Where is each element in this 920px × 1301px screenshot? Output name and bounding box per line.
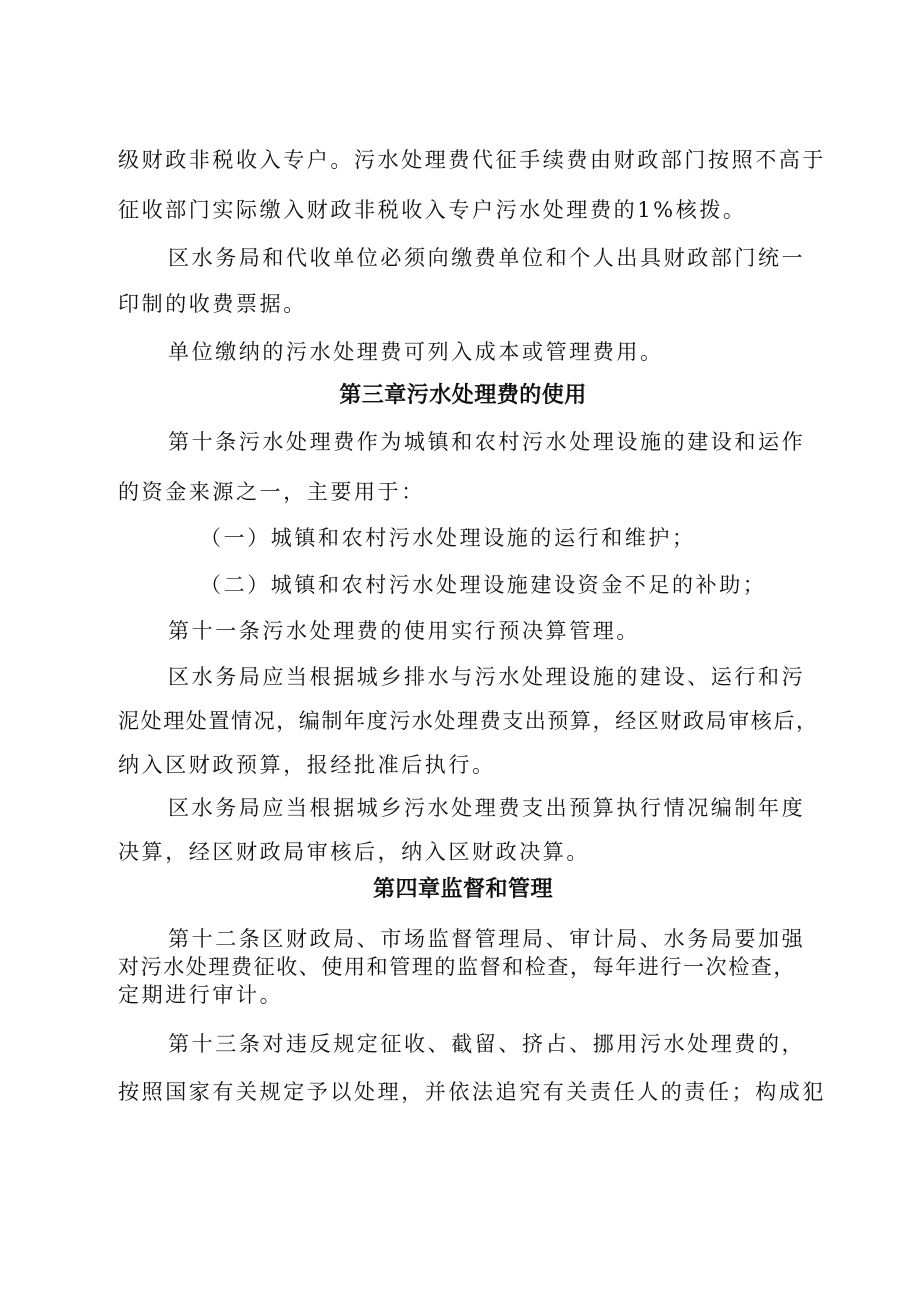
text-line: 按照国家有关规定予以处理，并依法追究有关责任人的责任；构成犯 (118, 1080, 826, 1104)
chapter-heading: 第三章污水处理费的使用 (339, 383, 587, 408)
text-line: 纳入区财政预算，报经批准后执行。 (118, 753, 496, 777)
text-line: 征收部门实际缴入财政非税收入专户污水处理费的1%核拨。 (118, 198, 747, 222)
paragraph-start: 单位缴纳的污水处理费可列入成本或管理费用。 (168, 340, 664, 364)
text-line: 级财政非税收入专户。污水处理费代征手续费由财政部门按照不高于 (118, 148, 826, 172)
article-start: 第十二条区财政局、市场监督管理局、审计局、水务局要加强 (168, 927, 806, 951)
text-line: 对污水处理费征收、使用和管理的监督和检查，每年进行一次检查， (118, 955, 796, 979)
text-line: 印制的收费票据。 (118, 292, 307, 316)
paragraph-start: 区水务局应当根据城乡污水处理费支出预算执行情况编制年度 (168, 796, 806, 820)
article-start: 第十三条对违反规定征收、截留、挤占、挪用污水处理费的， (168, 1032, 806, 1056)
text-line: 泥处理处置情况，编制年度污水处理费支出预算，经区财政局审核后， (118, 709, 819, 733)
list-item: （二）城镇和农村污水处理设施建设资金不足的补助； (200, 573, 767, 597)
list-item: （一）城镇和农村污水处理设施的运行和维护； (200, 526, 696, 550)
paragraph-start: 区水务局和代收单位必须向缴费单位和个人出具财政部门统一 (168, 246, 806, 270)
paragraph-start: 区水务局应当根据城乡排水与污水处理设施的建设、运行和污 (168, 665, 806, 689)
text-line: 的资金来源之一，主要用于： (118, 480, 425, 504)
text-line: 定期进行审计。 (118, 983, 284, 1007)
text-line: 决算，经区财政局审核后，纳入区财政决算。 (118, 840, 590, 864)
article-start: 第十条污水处理费作为城镇和农村污水处理设施的建设和运作 (168, 430, 806, 454)
article-start: 第十一条污水处理费的使用实行预决算管理。 (168, 619, 640, 643)
chapter-heading: 第四章监督和管理 (372, 877, 553, 902)
